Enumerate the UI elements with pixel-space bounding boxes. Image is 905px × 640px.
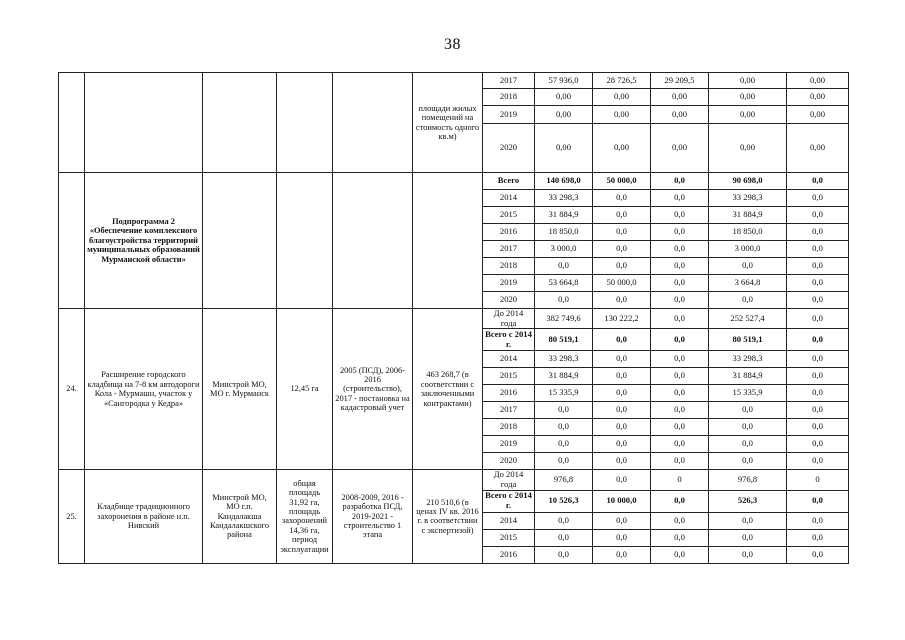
regional-cell: 0 bbox=[651, 470, 709, 490]
regional-cell: 0,0 bbox=[651, 490, 709, 512]
regional-cell: 0,00 bbox=[651, 89, 709, 106]
table-body bbox=[59, 73, 849, 564]
year-cell: Всего с 2014 г. bbox=[483, 329, 535, 351]
year-cell: 2018 bbox=[483, 258, 535, 275]
regional-cell: 0,0 bbox=[651, 546, 709, 563]
table-row bbox=[59, 470, 849, 490]
regional-cell: 0,00 bbox=[651, 124, 709, 173]
total-cell: 0,0 bbox=[535, 292, 593, 309]
page-number: 38 bbox=[444, 36, 461, 53]
local-cell: 90 698,0 bbox=[709, 173, 787, 190]
local-cell: 3 000,0 bbox=[709, 241, 787, 258]
federal-cell: 0,0 bbox=[593, 419, 651, 436]
other-cell: 0,0 bbox=[787, 546, 849, 563]
federal-cell: 0,0 bbox=[593, 436, 651, 453]
federal-cell: 0,0 bbox=[593, 512, 651, 529]
regional-cell: 0,0 bbox=[651, 329, 709, 351]
other-cell: 0,0 bbox=[787, 385, 849, 402]
local-cell: 3 664,8 bbox=[709, 275, 787, 292]
customer-cell: Минстрой МО, МО г.п. Кандалакша Кандалакшского района bbox=[203, 470, 277, 563]
regional-cell: 0,0 bbox=[651, 453, 709, 470]
local-cell: 0,00 bbox=[709, 124, 787, 173]
total-cell: 80 519,1 bbox=[535, 329, 593, 351]
other-cell: 0,0 bbox=[787, 402, 849, 419]
total-cell: 0,0 bbox=[535, 436, 593, 453]
capacity-cell: 12,45 га bbox=[277, 309, 333, 470]
other-cell: 0,0 bbox=[787, 309, 849, 329]
regional-cell: 0,0 bbox=[651, 385, 709, 402]
year-cell: 2014 bbox=[483, 190, 535, 207]
total-cell: 140 698,0 bbox=[535, 173, 593, 190]
regional-cell: 0,0 bbox=[651, 292, 709, 309]
year-cell: 2017 bbox=[483, 73, 535, 89]
local-cell: 0,0 bbox=[709, 402, 787, 419]
year-cell: 2017 bbox=[483, 402, 535, 419]
year-cell: Всего bbox=[483, 173, 535, 190]
local-cell: 0,00 bbox=[709, 73, 787, 89]
local-cell: 0,0 bbox=[709, 512, 787, 529]
federal-cell: 0,0 bbox=[593, 292, 651, 309]
federal-cell: 0,0 bbox=[593, 385, 651, 402]
total-cell: 0,00 bbox=[535, 124, 593, 173]
regional-cell: 0,0 bbox=[651, 309, 709, 329]
regional-cell: 0,0 bbox=[651, 351, 709, 368]
other-cell: 0,0 bbox=[787, 436, 849, 453]
other-cell: 0,0 bbox=[787, 419, 849, 436]
total-cell: 0,0 bbox=[535, 402, 593, 419]
other-cell: 0,0 bbox=[787, 292, 849, 309]
local-cell: 0,0 bbox=[709, 258, 787, 275]
other-cell: 0,0 bbox=[787, 241, 849, 258]
year-cell: 2018 bbox=[483, 89, 535, 106]
federal-cell: 0,0 bbox=[593, 368, 651, 385]
total-cell: 0,00 bbox=[535, 106, 593, 124]
regional-cell: 0,0 bbox=[651, 512, 709, 529]
federal-cell: 0,0 bbox=[593, 241, 651, 258]
item-name: Кладбище традиционного захоронения в районе н.п. Нивский bbox=[85, 470, 203, 563]
federal-cell: 0,0 bbox=[593, 470, 651, 490]
period-cell bbox=[333, 173, 413, 309]
regional-cell: 0,0 bbox=[651, 207, 709, 224]
local-cell: 80 519,1 bbox=[709, 329, 787, 351]
cost-cell: 210 510,6 (в ценах IV кв. 2016 г. в соответствии с экспертизой) bbox=[413, 470, 483, 563]
regional-cell: 0,00 bbox=[651, 106, 709, 124]
year-cell: 2015 bbox=[483, 207, 535, 224]
total-cell: 53 664,8 bbox=[535, 275, 593, 292]
year-cell: 2017 bbox=[483, 241, 535, 258]
regional-cell: 0,0 bbox=[651, 190, 709, 207]
total-cell: 976,8 bbox=[535, 470, 593, 490]
year-cell: 2016 bbox=[483, 546, 535, 563]
year-cell: 2014 bbox=[483, 351, 535, 368]
other-cell: 0,00 bbox=[787, 73, 849, 89]
other-cell: 0,0 bbox=[787, 207, 849, 224]
local-cell: 31 884,9 bbox=[709, 207, 787, 224]
federal-cell: 0,0 bbox=[593, 402, 651, 419]
name-cell bbox=[85, 73, 203, 173]
indicator-cell: площади жилых помещений на стоимость одного кв.м) bbox=[413, 73, 483, 173]
table-row bbox=[59, 309, 849, 329]
other-cell: 0 bbox=[787, 470, 849, 490]
local-cell: 0,0 bbox=[709, 546, 787, 563]
local-cell: 0,0 bbox=[709, 292, 787, 309]
regional-cell: 0,0 bbox=[651, 368, 709, 385]
federal-cell: 50 000,0 bbox=[593, 173, 651, 190]
year-cell: 2014 bbox=[483, 512, 535, 529]
table-row bbox=[59, 73, 849, 89]
year-cell: 2019 bbox=[483, 106, 535, 124]
total-cell: 15 335,9 bbox=[535, 385, 593, 402]
federal-cell: 130 222,2 bbox=[593, 309, 651, 329]
federal-cell: 0,0 bbox=[593, 224, 651, 241]
total-cell: 0,0 bbox=[535, 453, 593, 470]
total-cell: 18 850,0 bbox=[535, 224, 593, 241]
local-cell: 526,3 bbox=[709, 490, 787, 512]
year-cell: 2020 bbox=[483, 292, 535, 309]
regional-cell: 0,0 bbox=[651, 436, 709, 453]
federal-cell: 28 726,5 bbox=[593, 73, 651, 89]
total-cell: 31 884,9 bbox=[535, 368, 593, 385]
capacity-cell bbox=[277, 173, 333, 309]
other-cell: 0,0 bbox=[787, 173, 849, 190]
total-cell: 31 884,9 bbox=[535, 207, 593, 224]
regional-cell: 29 209,5 bbox=[651, 73, 709, 89]
subprogram-title: Подпрограмма 2 «Обеспечение комплексного благоустройства территорий муниципальных образований Мурманской области» bbox=[85, 173, 203, 309]
federal-cell: 0,0 bbox=[593, 529, 651, 546]
total-cell: 0,0 bbox=[535, 529, 593, 546]
other-cell: 0,0 bbox=[787, 512, 849, 529]
local-cell: 0,0 bbox=[709, 453, 787, 470]
total-cell: 57 936,0 bbox=[535, 73, 593, 89]
year-cell: 2015 bbox=[483, 529, 535, 546]
other-cell: 0,0 bbox=[787, 258, 849, 275]
total-cell: 33 298,3 bbox=[535, 190, 593, 207]
item-number: 24. bbox=[59, 309, 85, 470]
federal-cell: 0,00 bbox=[593, 89, 651, 106]
federal-cell: 0,0 bbox=[593, 546, 651, 563]
year-cell: 2016 bbox=[483, 224, 535, 241]
total-cell: 0,0 bbox=[535, 546, 593, 563]
period-cell: 2005 (ПСД), 2006-2016 (строительство), 2017 - постановка на кадастровый учет bbox=[333, 309, 413, 470]
regional-cell: 0,0 bbox=[651, 402, 709, 419]
regional-cell: 0,0 bbox=[651, 258, 709, 275]
period-cell: 2008-2009, 2016 - разработка ПСД, 2019-2021 - строительство 1 этапа bbox=[333, 470, 413, 563]
local-cell: 0,0 bbox=[709, 436, 787, 453]
local-cell: 31 884,9 bbox=[709, 368, 787, 385]
regional-cell: 0,0 bbox=[651, 241, 709, 258]
capacity-cell: общая площадь 31,92 га, площадь захоронений 14,36 га, период эксплуатации bbox=[277, 470, 333, 563]
other-cell: 0,0 bbox=[787, 490, 849, 512]
total-cell: 382 749,6 bbox=[535, 309, 593, 329]
capacity-cell bbox=[277, 73, 333, 173]
federal-cell: 0,0 bbox=[593, 453, 651, 470]
regional-cell: 0,0 bbox=[651, 173, 709, 190]
local-cell: 33 298,3 bbox=[709, 190, 787, 207]
year-cell: Всего с 2014 г. bbox=[483, 490, 535, 512]
federal-cell: 0,0 bbox=[593, 329, 651, 351]
total-cell: 0,00 bbox=[535, 89, 593, 106]
other-cell: 0,0 bbox=[787, 190, 849, 207]
total-cell: 0,0 bbox=[535, 512, 593, 529]
federal-cell: 50 000,0 bbox=[593, 275, 651, 292]
local-cell: 15 335,9 bbox=[709, 385, 787, 402]
other-cell: 0,0 bbox=[787, 368, 849, 385]
federal-cell: 0,0 bbox=[593, 258, 651, 275]
year-cell: 2018 bbox=[483, 419, 535, 436]
local-cell: 0,00 bbox=[709, 89, 787, 106]
federal-cell: 10 000,0 bbox=[593, 490, 651, 512]
federal-cell: 0,00 bbox=[593, 124, 651, 173]
federal-cell: 0,0 bbox=[593, 190, 651, 207]
other-cell: 0,0 bbox=[787, 224, 849, 241]
local-cell: 976,8 bbox=[709, 470, 787, 490]
cost-cell bbox=[413, 173, 483, 309]
other-cell: 0,00 bbox=[787, 89, 849, 106]
total-cell: 0,0 bbox=[535, 419, 593, 436]
federal-cell: 0,0 bbox=[593, 351, 651, 368]
table-row bbox=[59, 173, 849, 190]
other-cell: 0,00 bbox=[787, 124, 849, 173]
other-cell: 0,0 bbox=[787, 351, 849, 368]
program-table bbox=[58, 72, 849, 564]
other-cell: 0,0 bbox=[787, 453, 849, 470]
other-cell: 0,00 bbox=[787, 106, 849, 124]
customer-cell bbox=[203, 73, 277, 173]
year-cell: 2019 bbox=[483, 436, 535, 453]
period-cell bbox=[333, 73, 413, 173]
total-cell: 3 000,0 bbox=[535, 241, 593, 258]
customer-cell: Минстрой МО, МО г. Мурманск bbox=[203, 309, 277, 470]
total-cell: 0,0 bbox=[535, 258, 593, 275]
cost-cell: 463 268,7 (в соответствии с заключенными контрактами) bbox=[413, 309, 483, 470]
total-cell: 10 526,3 bbox=[535, 490, 593, 512]
local-cell: 0,0 bbox=[709, 419, 787, 436]
regional-cell: 0,0 bbox=[651, 275, 709, 292]
num-cell bbox=[59, 73, 85, 173]
regional-cell: 0,0 bbox=[651, 529, 709, 546]
year-cell: 2016 bbox=[483, 385, 535, 402]
local-cell: 0,00 bbox=[709, 106, 787, 124]
year-cell: До 2014 года bbox=[483, 470, 535, 490]
item-name: Расширение городского кладбища на 7-8 км автодороги Кола - Мурмашн, участок у «Сангородка у Кедра» bbox=[85, 309, 203, 470]
num-cell bbox=[59, 173, 85, 309]
other-cell: 0,0 bbox=[787, 529, 849, 546]
regional-cell: 0,0 bbox=[651, 419, 709, 436]
local-cell: 18 850,0 bbox=[709, 224, 787, 241]
year-cell: 2015 bbox=[483, 368, 535, 385]
total-cell: 33 298,3 bbox=[535, 351, 593, 368]
other-cell: 0,0 bbox=[787, 275, 849, 292]
year-cell: 2020 bbox=[483, 124, 535, 173]
year-cell: До 2014 года bbox=[483, 309, 535, 329]
federal-cell: 0,00 bbox=[593, 106, 651, 124]
local-cell: 0,0 bbox=[709, 529, 787, 546]
local-cell: 252 527,4 bbox=[709, 309, 787, 329]
year-cell: 2019 bbox=[483, 275, 535, 292]
local-cell: 33 298,3 bbox=[709, 351, 787, 368]
year-cell: 2020 bbox=[483, 453, 535, 470]
item-number: 25. bbox=[59, 470, 85, 563]
regional-cell: 0,0 bbox=[651, 224, 709, 241]
other-cell: 0,0 bbox=[787, 329, 849, 351]
customer-cell bbox=[203, 173, 277, 309]
federal-cell: 0,0 bbox=[593, 207, 651, 224]
